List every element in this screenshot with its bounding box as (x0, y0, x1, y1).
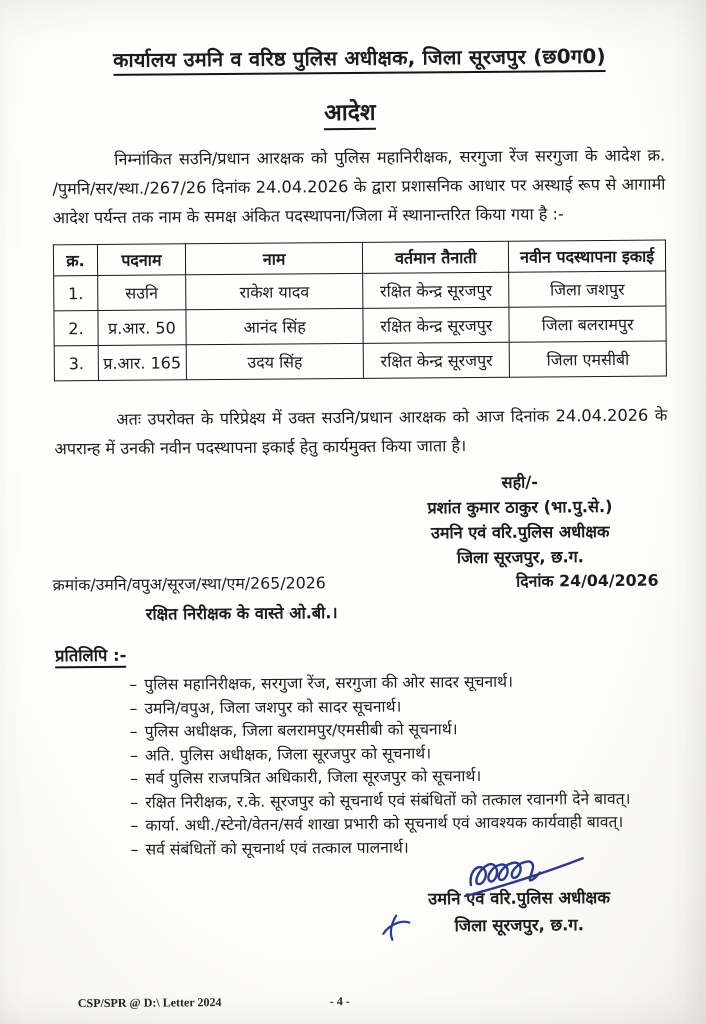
officer-district: जिला सूरजपुर, छ.ग. (456, 547, 584, 568)
bottom-signature-block (369, 884, 669, 940)
order-title (0, 92, 703, 130)
cell-serial: 3. (54, 345, 98, 380)
column-header-serial: क्र. (53, 244, 97, 275)
cell-designation: प्र.आर. 165 (98, 345, 186, 381)
office-header (56, 42, 662, 74)
cell-name: उदय सिंह (186, 343, 364, 379)
cell-current-posting: रक्षित केन्द्र सूरजपुर (364, 342, 510, 378)
reference-number: क्रमांक/उमनि/वपुअ/सूरज/स्था/एम/265/2026 (52, 573, 326, 595)
cell-current-posting: रक्षित केन्द्र सूरजपुर (363, 307, 509, 343)
table-header-row (53, 240, 665, 276)
table-row (54, 306, 666, 346)
copy-item-text: कार्या. अधी./स्टेनो/वेतन/सर्व शाखा प्रभारी को सूचनार्थ एवं आवश्यक कार्यवाही बावत्। (145, 812, 624, 835)
copy-item (130, 810, 678, 838)
page-footer (4, 991, 706, 1011)
bottom-officer-designation: उमनि एवं वरि.पुलिस अधीक्षक (428, 887, 611, 909)
table-row (54, 271, 666, 311)
paragraph-line: अपरान्ह में उनकी नवीन पदस्थापना इकाई हेतु कार्यमुक्त किया जाता है। (54, 436, 467, 459)
copy-item-text: सर्व पुलिस राजपत्रित अधिकारी, जिला सूरजपुर को सूचनार्थ। (145, 767, 482, 788)
copy-item-text: उमनि/वपुअ, जिला जशपुर को सादर सूचनार्थ। (144, 697, 402, 718)
authority-signature-block (380, 469, 661, 571)
dash: – (130, 816, 139, 835)
office-header-text: कार्यालय उमनि व वरिष्ठ पुलिस अधीक्षक, जिला सूरजपुर (छ0ग0) (113, 44, 606, 76)
copy-item-text: रक्षित निरीक्षक, र.के. सूरजपुर को सूचनार्थ एवं संबंधितों को तत्काल रवानगी देने बावत्। (145, 789, 631, 812)
dash: – (130, 793, 139, 812)
dash: – (130, 769, 138, 788)
ob-line: रक्षित निरीक्षक के वास्ते ओ.बी.। (145, 603, 338, 624)
dash: – (129, 722, 138, 741)
transfer-table (53, 240, 667, 382)
copy-item-text: पुलिस अधीक्षक, जिला बलरामपुर/एमसीबी को सूचनार्थ। (144, 720, 458, 741)
dash: – (130, 840, 139, 859)
table-row (54, 341, 666, 381)
dash: – (129, 699, 138, 718)
column-header-name: नाम (185, 242, 363, 274)
signed-label: सही/- (501, 472, 539, 492)
copy-item-text: सर्व संबंधितों को सूचनार्थ एवं तत्काल पालनार्थ। (145, 838, 409, 859)
reference-row (52, 569, 658, 596)
cell-serial: 2. (54, 310, 98, 345)
handwritten-initial-icon (379, 912, 413, 944)
footer-file-reference: CSP/SPR @ D:\ Letter 2024 (77, 995, 222, 1011)
cell-serial: 1. (54, 275, 98, 310)
paragraph-line: अतः उपरोक्त के परिप्रेक्ष्य में उक्त सउनि/प्रधान आरक्षक को आज दिनांक 24.04.2026 के (116, 405, 668, 429)
paragraph-line: निम्नांकित सउनि/प्रधान आरक्षक को पुलिस महानिरीक्षक, सरगुजा रेंज सरगुजा के आदेश क्र. (114, 145, 666, 169)
reference-date: दिनांक 24/04/2026 (516, 570, 659, 591)
cell-new-posting-unit: जिला बलरामपुर (509, 306, 666, 342)
handwritten-signature-icon (461, 850, 599, 901)
dash: – (129, 746, 138, 765)
copy-item-text: अति. पुलिस अधीक्षक, जिला सूरजपुर को सूचनार्थ। (144, 743, 432, 765)
officer-name: प्रशांत कुमार ठाकुर (भा.पु.से.) (427, 496, 613, 518)
cell-new-posting-unit: जिला जशपुर (509, 271, 666, 307)
cell-current-posting: रक्षित केन्द्र सूरजपुर (363, 272, 509, 308)
cell-designation: सउनि (98, 275, 186, 311)
opening-paragraph (52, 141, 666, 233)
paragraph-line: /पुमनि/सर/स्था./267/26 दिनांक 24.04.2026 के द्वारा प्रशासनिक आधार पर अस्थाई रूप से आगामी (52, 174, 666, 199)
dash: – (129, 675, 138, 694)
bottom-officer-district: जिला सूरजपुर, छ.ग. (454, 915, 585, 936)
copies-list (129, 669, 678, 861)
copies-heading-text: प्रतिलिपि :- (55, 646, 127, 669)
column-header-current-posting: वर्तमान तैनाती (363, 241, 509, 273)
cell-designation: प्र.आर. 50 (98, 310, 186, 346)
column-header-designation: पदनाम (97, 244, 185, 276)
paragraph-line: आदेश पर्यन्त तक नाम के समक्ष अंकित पदस्थापना/जिला में स्थानान्तरित किया गया है :- (52, 204, 564, 228)
officer-designation: उमनि एवं वरि.पुलिस अधीक्षक (430, 521, 610, 543)
column-header-new-posting-unit: नवीन पदस्थापना इकाई (509, 240, 666, 272)
cell-name: आनंद सिंह (186, 308, 364, 344)
cell-name: राकेश यादव (185, 273, 363, 309)
copy-item-text: पुलिस महानिरीक्षक, सरगुजा रेंज, सरगुजा की ओर सादर सूचनार्थ। (144, 672, 514, 694)
closing-paragraph (54, 401, 667, 464)
page-number: - 4 - (329, 994, 350, 1009)
copies-heading (55, 638, 706, 666)
cell-new-posting-unit: जिला एमसीबी (509, 341, 666, 377)
order-title-text: आदेश (324, 100, 376, 130)
